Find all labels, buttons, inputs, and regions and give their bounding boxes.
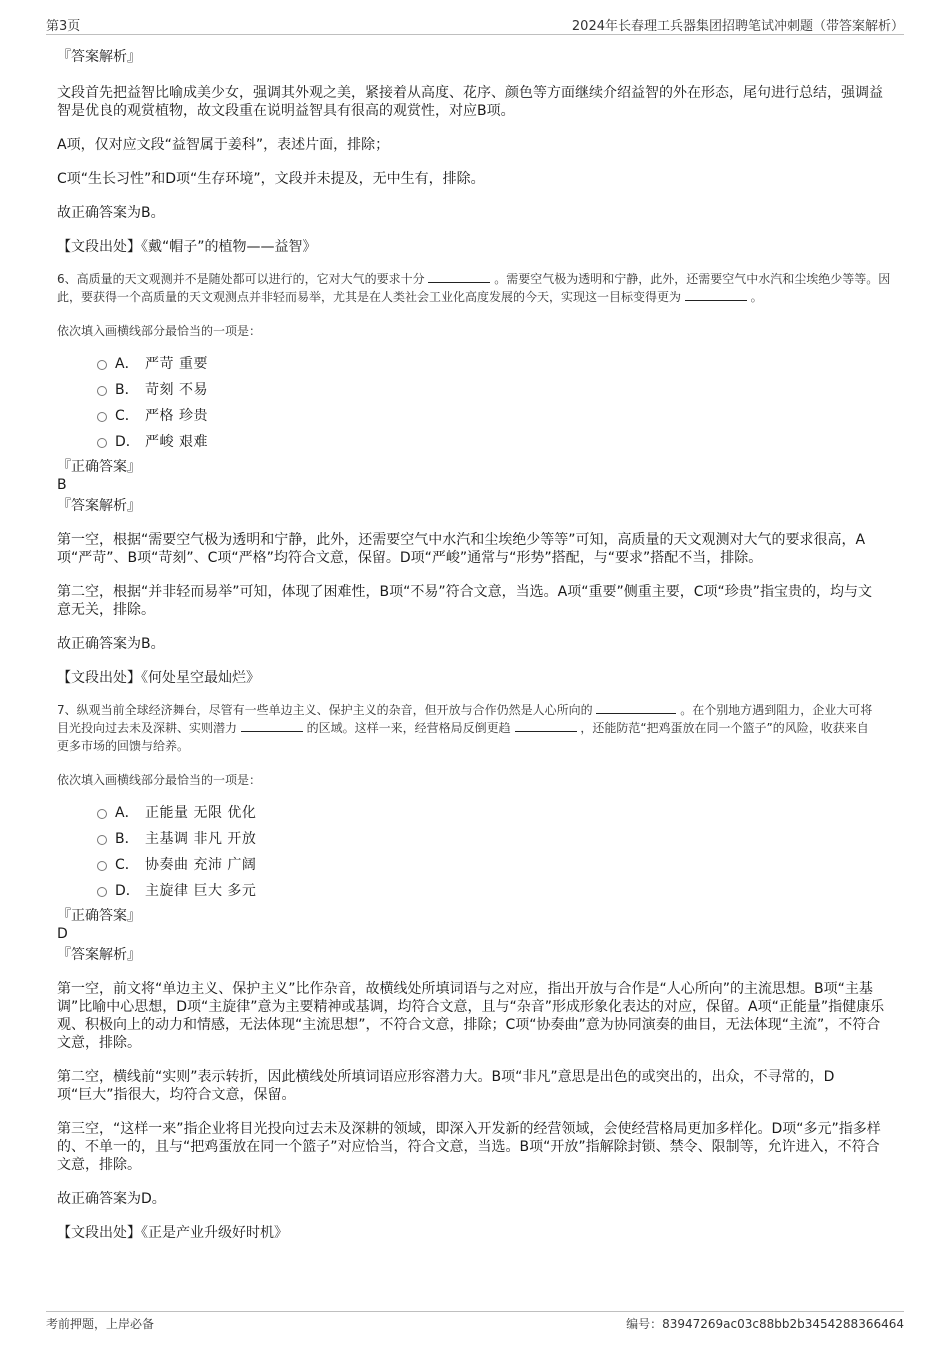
analysis-paragraph: C项“生长习性”和D项“生存环境”，文段并未提及，无中生有，排除。 [57, 171, 485, 187]
option-d[interactable]: D． 严峻 艰难 [57, 432, 897, 458]
code-value: 83947269ac03c88bb2b3454288366464 [662, 1317, 904, 1331]
fill-blank [515, 719, 577, 732]
source-citation: 【文段出处】《何处星空最灿烂》 [57, 670, 260, 686]
analysis-conclusion: 故正确答案为B。 [57, 636, 165, 652]
option-b[interactable]: B． 苛刻 不易 [57, 380, 897, 406]
main-content [57, 44, 897, 1242]
option-c[interactable]: C． 协奏曲 充沛 广阔 [57, 855, 897, 881]
question-6-stem: 6、高质量的天文观测并不是随处都可以进行的，它对大气的要求十分 。需要空气极为透明和宁静，此外，还需要空气中水汽和尘埃绝少等等。因此，要获得一个高质量的天文观测点并非轻而易举，尤其是在人类社会工业化高度发展的今天，实现这一目标变得更为 。 [57, 272, 891, 304]
option-a[interactable]: A． 严苛 重要 [57, 354, 897, 380]
question-6-prompt: 依次填入画横线部分最恰当的一项是： [57, 324, 262, 338]
code-label: 编号： [626, 1317, 663, 1331]
radio-button[interactable] [97, 809, 107, 819]
answer-value: D [57, 926, 68, 942]
radio-button[interactable] [97, 438, 107, 448]
option-b[interactable]: B． 主基调 非凡 开放 [57, 829, 897, 855]
analysis-conclusion: 故正确答案为D。 [57, 1191, 166, 1207]
fill-blank [428, 270, 490, 283]
source-citation: 【文段出处】《正是产业升级好时机》 [57, 1225, 288, 1241]
analysis-paragraph: 文段首先把益智比喻成美少女，强调其外观之美，紧接着从高度、花序、颜色等方面继续介绍益智的外在形态，尾句进行总结，强调益智是优良的观赏植物，故文段重在说明益智具有很高的观赏性，对应B项。 [57, 85, 883, 119]
radio-button[interactable] [97, 835, 107, 845]
question-6-options [57, 354, 897, 458]
analysis-paragraph: 第二空，横线前“实则”表示转折，因此横线处所填词语应形容潜力大。B项“非凡”意思是出色的或突出的，出众，不寻常的，D项“巨大”指很大，均符合文意，保留。 [57, 1069, 835, 1103]
source-citation: 【文段出处】《戴“帽子”的植物——益智》 [57, 239, 317, 255]
fill-blank [596, 701, 676, 714]
answer-value: B [57, 477, 67, 493]
option-a[interactable]: A． 正能量 无限 优化 [57, 803, 897, 829]
document-code [626, 1315, 904, 1332]
fill-blank [685, 288, 747, 301]
document-title: 2024年长春理工兵器集团招聘笔试冲刺题（带答案解析） [571, 19, 904, 34]
radio-button[interactable] [97, 386, 107, 396]
page-footer [46, 1311, 904, 1334]
analysis-paragraph: 第一空，前文将“单边主义、保护主义”比作杂音，故横线处所填词语与之对应，指出开放与合作是“人心所向”的主流思想。B项“主基调”比喻中心思想，D项“主旋律”意为主要精神或基调，均符合文意，且与“杂音”形成形象化表达的对应，保留。A项“正能量”指健康乐观、积极向上的动力和情感，无法体现“主流思想”，不符合文意，排除；C项“协奏曲”意为协同演奏的曲目，无法体现“主流”，不符合文意，排除。 [57, 981, 885, 1051]
analysis-label: 『答案解析』 [57, 49, 141, 65]
question-7-prompt: 依次填入画横线部分最恰当的一项是： [57, 773, 262, 787]
question-7-stem: 7、纵观当前全球经济舞台，尽管有一些单边主义、保护主义的杂音，但开放与合作仍然是人心所向的 。在个别地方遇到阻力，企业大可将目光投向过去未及深耕、实则潜力 的区域。这样一来，经营格局反倒更趋 ，还能防范“把鸡蛋放在同一个篮子”的风险，收获来自更多市场的回馈与给养。 [57, 703, 873, 753]
radio-button[interactable] [97, 360, 107, 370]
page-number: 第3页 [46, 19, 81, 34]
answer-label: 『正确答案』 [57, 908, 141, 924]
question-7-options [57, 803, 897, 907]
fill-blank [241, 719, 303, 732]
analysis-paragraph: 第三空，“这样一来”指企业将目光投向过去未及深耕的领域，即深入开发新的经营领域，会使经营格局更加多样化。D项“多元”指多样的、不单一的，且与“把鸡蛋放在同一个篮子”对应恰当，符合文意，当选。B项“开放”指解除封锁、禁令、限制等，允许进入，不符合文意，排除。 [57, 1121, 881, 1173]
analysis-label: 『答案解析』 [57, 498, 141, 514]
radio-button[interactable] [97, 412, 107, 422]
footer-slogan: 考前押题，上岸必备 [46, 1317, 155, 1331]
analysis-paragraph: 第二空，根据“并非轻而易举”可知，体现了困难性，B项“不易”符合文意，当选。A项“重要”侧重主要，C项“珍贵”指宝贵的，均与文意无关，排除。 [57, 584, 872, 618]
page-header [46, 14, 904, 35]
radio-button[interactable] [97, 861, 107, 871]
analysis-conclusion: 故正确答案为B。 [57, 205, 165, 221]
radio-button[interactable] [97, 887, 107, 897]
answer-label: 『正确答案』 [57, 459, 141, 475]
analysis-paragraph: A项，仅对应文段“益智属于姜科”，表述片面，排除； [57, 137, 390, 153]
option-d[interactable]: D． 主旋律 巨大 多元 [57, 881, 897, 907]
analysis-label: 『答案解析』 [57, 947, 141, 963]
analysis-paragraph: 第一空，根据“需要空气极为透明和宁静，此外，还需要空气中水汽和尘埃绝少等等”可知，高质量的天文观测对大气的要求很高，A项“严苛”、B项“苛刻”、C项“严格”均符合文意，保留。D项“严峻”通常与“形势”搭配，与“要求”搭配不当，排除。 [57, 532, 866, 566]
option-c[interactable]: C． 严格 珍贵 [57, 406, 897, 432]
